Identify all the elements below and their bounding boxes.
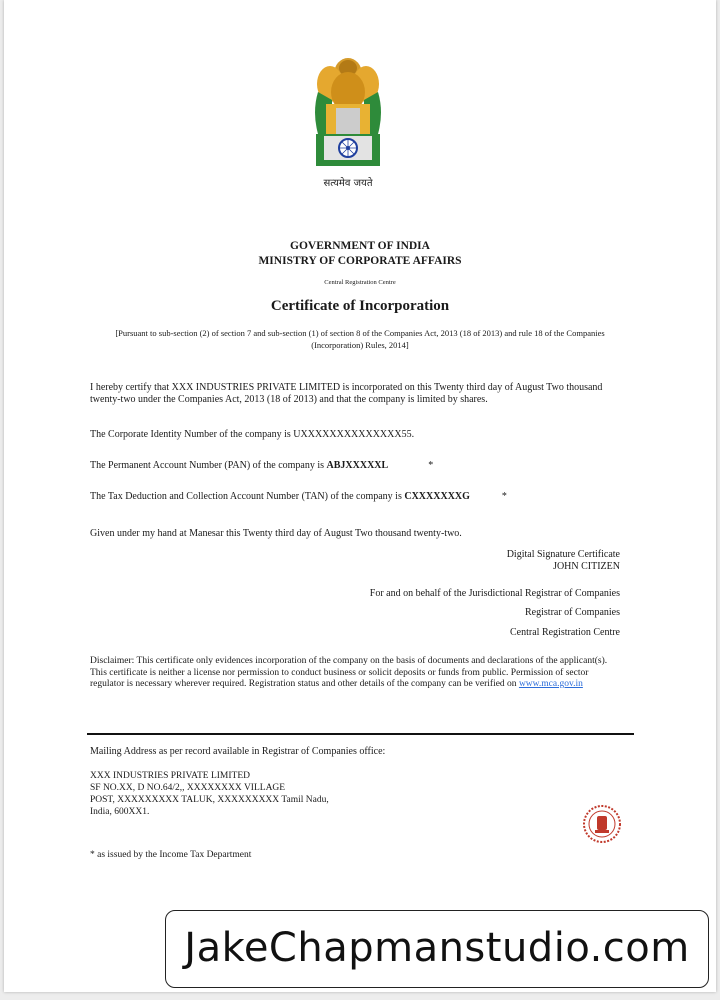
national-emblem-icon [302,52,394,192]
disclaimer-text: Disclaimer: This certificate only evidences incorporation of the company on the basis of documents and declarations of the applicant(s). This certificate is neither a license nor permission to conduct business or solicit deposits or funds from public. Permission of sector regulator is necessary wherever required. Registration status and other details of the company can be verified on [90,656,608,689]
disclaimer [90,656,624,691]
centre-label: Central Registration Centre [324,279,396,286]
government-heading [4,239,716,269]
tan-value: CXXXXXXXG [404,491,470,502]
behalf-line: For and on behalf of the Jurisdictional Registrar of Companies [369,588,620,599]
mailing-heading: Mailing Address as per record available in Registrar of Companies office: [90,746,386,757]
registrar-line: Registrar of Companies [525,607,620,618]
signatory-name: JOHN CITIZEN [553,561,620,572]
official-seal-icon [582,804,622,844]
certify-paragraph: I hereby certify that XXX INDUSTRIES PRIVATE LIMITED is incorporated on this Twenty third day of August Two thousand twenty-two under the Companies Act, 2013 (18 of 2013) and that the company is limited by shares. [90,382,603,405]
given-line: Given under my hand at Manesar this Twenty third day of August Two thousand twenty-two. [90,528,462,539]
footnote: * as issued by the Income Tax Department [90,850,252,860]
tan-line [90,491,507,503]
address-line-2: SF NO.XX, D NO.64/2,, XXXXXXXX VILLAGE [90,783,286,793]
government-title: GOVERNMENT OF INDIA [290,240,430,252]
cin-line: The Corporate Identity Number of the company is UXXXXXXXXXXXXXX55. [90,429,415,440]
mailing-address [90,770,430,818]
tan-asterisk: * [501,491,507,502]
address-line-4: India, 600XX1. [90,807,150,817]
divider [87,733,634,735]
tan-label: The Tax Deduction and Collection Account Number (TAN) of the company is [90,491,405,502]
pursuant-note: [Pursuant to sub-section (2) of section 7 and sub-section (1) of section 8 of the Companies Act, 2013 (18 of 2013) and rule 18 of the Companies (Incorporation) Rules, 2014] [115,328,605,350]
watermark-banner: JakeChapmanstudio.com [165,910,709,988]
mca-link[interactable]: www.mca.gov.in [518,679,583,689]
address-line-3: POST, XXXXXXXXX TALUK, XXXXXXXXX Tamil Nadu, [90,795,329,805]
ministry-title: MINISTRY OF CORPORATE AFFAIRS [258,255,462,267]
address-line-1: XXX INDUSTRIES PRIVATE LIMITED [90,771,251,781]
centre-line: Central Registration Centre [510,627,620,638]
pan-value: ABJXXXXXL [326,460,389,471]
pan-asterisk: * [428,460,434,471]
certificate-page [4,0,716,992]
emblem-motto: सत्यमेव जयते [323,178,373,189]
pan-line [90,460,433,472]
certificate-title: Certificate of Incorporation [270,298,450,314]
dsc-label: Digital Signature Certificate [506,549,620,560]
pan-label: The Permanent Account Number (PAN) of the company is [90,460,327,471]
